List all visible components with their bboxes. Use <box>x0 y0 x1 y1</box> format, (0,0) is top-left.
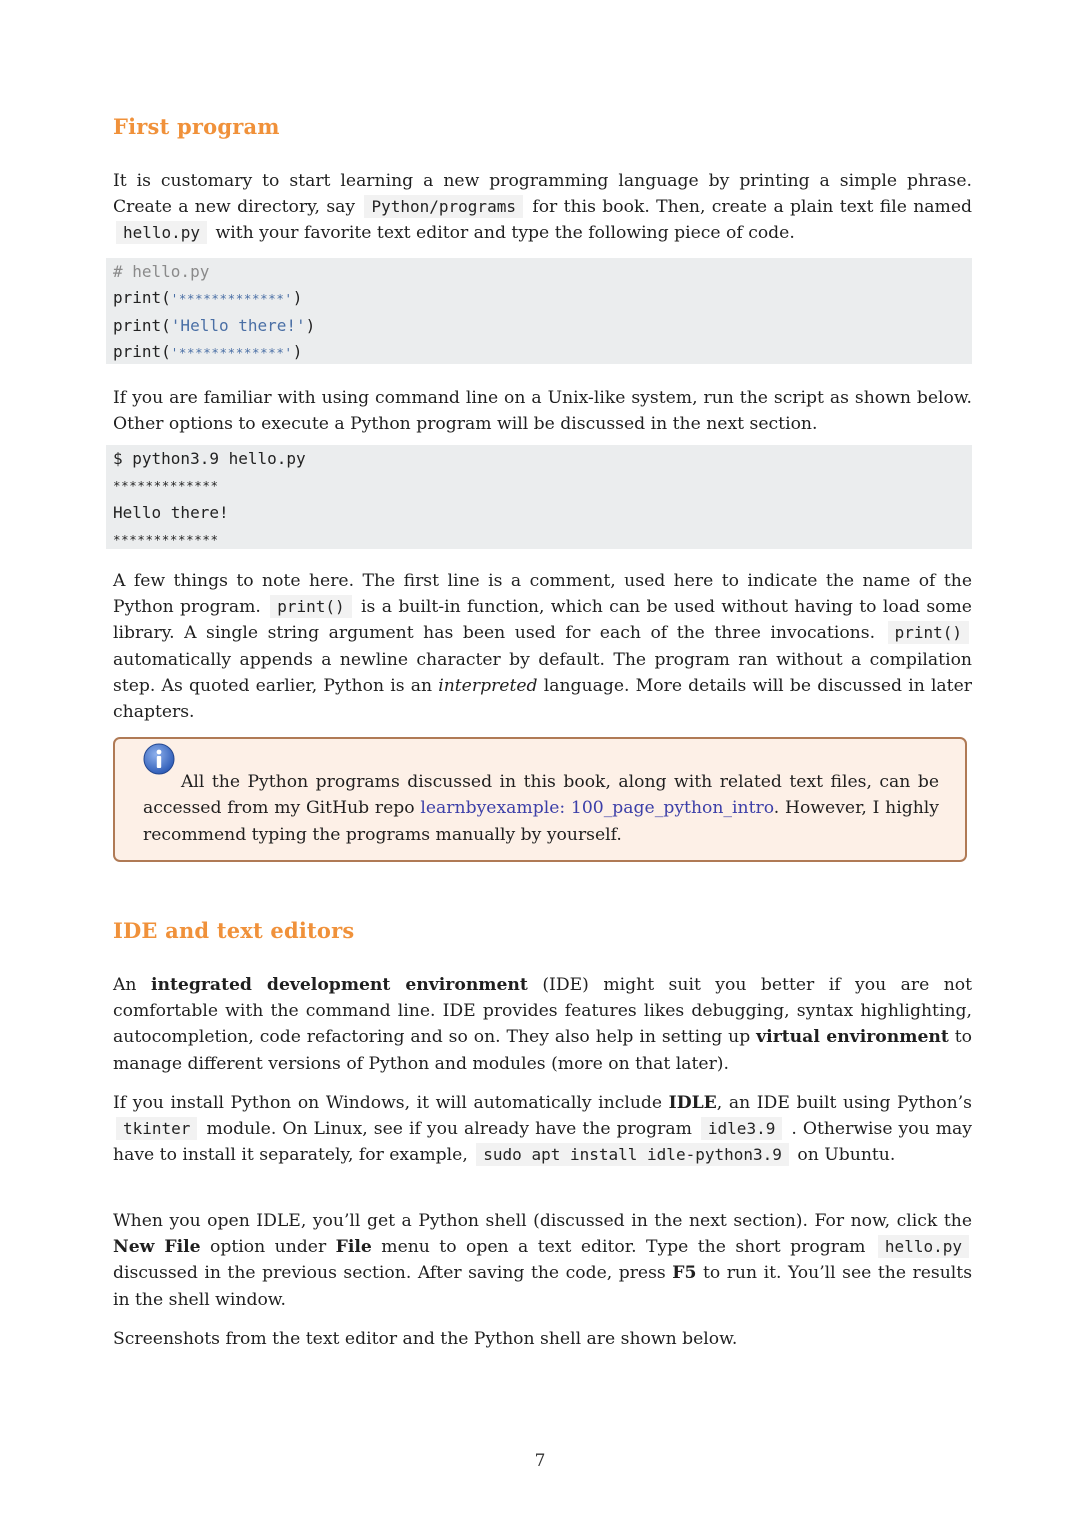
paragraph-ide-intro: An integrated development environment (IDE) might suit you better if you are not comfortable with the command line. IDE provides features likes debugging, syntax highlighting, autocompletion, code refactoring and so on. They also help in setting up virtual environment to manage different versions of Python and modules (more on that later). <box>113 975 973 1074</box>
page-number: 7 <box>534 1451 546 1471</box>
paragraph-command-line: If you are familiar with using command line on a Unix-like system, run the script as shown below. Other options to execute a Python program will be discussed in the next section. <box>113 388 972 435</box>
note-text: All the Python programs discussed in this book, along with related text files, can be accessed from my GitHub repo learnbyexample: 100_page_python_intro. However, I highly recommend typing the programs manually by yourself. <box>143 769 939 848</box>
inline-code-filename: hello.py <box>878 1235 969 1258</box>
inline-code-filename: hello.py <box>116 221 207 244</box>
inline-code-print: print() <box>270 595 351 618</box>
code-block-shell-output: $ python3.9 hello.py ************* Hello there! ************* <box>106 445 972 549</box>
paragraph-idle: If you install Python on Windows, it will automatically include IDLE, an IDE built using Python’s tkinter module. On Linux, see if you already have the program idle3.9 . Otherwise you may have to install it separately, for example, sudo apt install idle-python3.9 on Ubuntu. <box>113 1093 972 1166</box>
code-comment: # hello.py <box>113 262 210 281</box>
inline-code-install-command: sudo apt install idle-python3.9 <box>476 1143 789 1166</box>
section-heading-first-program: First program <box>113 114 280 139</box>
info-icon <box>143 743 175 775</box>
inline-code-print: print() <box>888 621 969 644</box>
inline-code-tkinter: tkinter <box>116 1117 197 1140</box>
github-repo-link[interactable]: learnbyexample: 100_page_python_intro <box>420 798 774 819</box>
paragraph-screenshots: Screenshots from the text editor and the Python shell are shown below. <box>113 1329 738 1349</box>
code-block-hello-py: # hello.py print('*************') print('Hello there!') print('*************') <box>106 258 972 364</box>
paragraph-intro: It is customary to start learning a new programming language by printing a simple phrase. Create a new directory, say Python/programs for this book. Then, create a plain text file named hello.py with your favorite text editor and type the following piece of code. <box>113 171 972 244</box>
inline-code-idle: idle3.9 <box>701 1117 782 1140</box>
section-heading-ide: IDE and text editors <box>113 918 355 943</box>
info-note-box <box>113 737 967 862</box>
paragraph-open-idle: When you open IDLE, you’ll get a Python shell (discussed in the next section). For now, click the New File option under File menu to open a text editor. Type the short program hello.py discussed in the previous section. After saving the code, press F5 to run it. You’ll see the results in the shell window. <box>113 1211 973 1310</box>
inline-code-directory: Python/programs <box>364 195 523 218</box>
paragraph-notes: A few things to note here. The first line is a comment, used here to indicate the name of the Python program. print() is a built-in function, which can be used without having to load some library. A single string argument has been used for each of the three invocations. print() automatically appends a newline character by default. The program ran without a compilation step. As quoted earlier, Python is an interpreted language. More details will be discussed in later chapters. <box>113 571 972 723</box>
